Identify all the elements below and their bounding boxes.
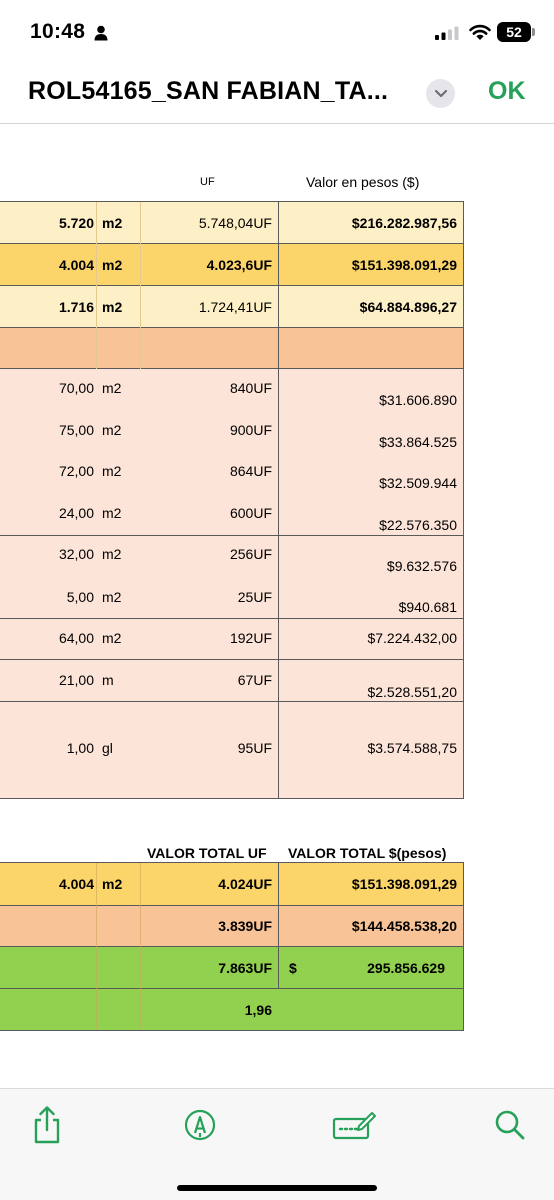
share-button[interactable] xyxy=(29,1107,65,1143)
unit-cell: m2 xyxy=(102,876,123,892)
markup-button[interactable] xyxy=(182,1107,218,1143)
wifi-icon xyxy=(469,23,491,41)
quantity-cell: 72,00 xyxy=(58,463,94,479)
grid-line xyxy=(0,201,464,202)
grid-line xyxy=(140,863,141,1030)
pesos-cell: $144.458.538,20 xyxy=(351,918,457,934)
cellular-signal-icon xyxy=(435,26,461,40)
ok-button[interactable]: OK xyxy=(488,77,526,105)
quantity-cell: 75,00 xyxy=(58,422,94,438)
pesos-cell: $31.606.890 xyxy=(379,392,457,408)
search-button[interactable] xyxy=(492,1107,528,1143)
table-row[interactable] xyxy=(0,422,464,462)
pesos-cell: $151.398.091,29 xyxy=(351,876,457,892)
unit-cell: m2 xyxy=(102,380,122,396)
person-icon xyxy=(94,25,108,41)
spreadsheet-view[interactable] xyxy=(0,124,554,1088)
grid-line xyxy=(0,701,464,702)
grid-line xyxy=(0,905,464,906)
unit-cell: m2 xyxy=(102,257,123,273)
totals-row[interactable] xyxy=(0,906,464,946)
pesos-cell: $22.576.350 xyxy=(379,517,457,533)
uf-cell: 5.748,04UF xyxy=(198,215,272,231)
grid-line xyxy=(278,202,279,369)
home-indicator[interactable] xyxy=(177,1185,377,1191)
uf-cell: 600UF xyxy=(229,505,272,521)
pesos-cell: $940.681 xyxy=(398,599,457,615)
unit-cell: m2 xyxy=(102,505,122,521)
header-uf: UF xyxy=(200,176,215,188)
quantity-cell: 64,00 xyxy=(58,630,94,646)
keyboard-edit-icon xyxy=(332,1110,376,1140)
document-title[interactable]: ROL54165_SAN FABIAN_TA... xyxy=(28,77,389,105)
search-icon xyxy=(494,1109,526,1141)
uf-cell: 67UF xyxy=(237,672,272,688)
grid-line xyxy=(0,618,464,619)
totals-row[interactable] xyxy=(0,989,464,1030)
totals-row[interactable] xyxy=(0,947,464,988)
grid-line xyxy=(0,988,464,989)
status-time: 10:48 xyxy=(30,20,86,43)
share-icon xyxy=(31,1106,63,1144)
title-menu-button[interactable] xyxy=(426,79,455,108)
uf-cell: 4.024UF xyxy=(218,876,272,892)
ratio-cell: 1,96 xyxy=(244,1002,272,1018)
grid-line xyxy=(463,863,464,1031)
table-row[interactable] xyxy=(0,244,464,285)
quantity-cell: 4.004 xyxy=(58,876,94,892)
unit-cell: m2 xyxy=(102,630,122,646)
grid-line xyxy=(278,369,279,799)
pesos-cell: $64.884.896,27 xyxy=(359,299,457,315)
table-row[interactable] xyxy=(0,672,464,712)
unit-cell: m xyxy=(102,672,114,688)
quantity-cell: 1,00 xyxy=(66,740,94,756)
currency-symbol: $ xyxy=(289,960,297,976)
quantity-cell: 4.004 xyxy=(58,257,94,273)
unit-cell: m2 xyxy=(102,463,122,479)
quantity-cell: 24,00 xyxy=(58,505,94,521)
uf-cell: 192UF xyxy=(229,630,272,646)
unit-cell: m2 xyxy=(102,215,123,231)
pesos-cell: $216.282.987,56 xyxy=(351,215,457,231)
grid-line xyxy=(0,798,464,799)
header-total-pesos: VALOR TOTAL $(pesos) xyxy=(288,845,447,861)
uf-cell: 4.023,6UF xyxy=(206,257,272,273)
table-row[interactable] xyxy=(0,630,464,670)
table-row[interactable] xyxy=(0,380,464,420)
document-title-bar xyxy=(0,64,554,124)
pesos-cell: $7.224.432,00 xyxy=(367,630,457,646)
pesos-cell: $9.632.576 xyxy=(386,558,457,574)
chevron-down-icon xyxy=(434,89,448,98)
uf-cell: 900UF xyxy=(229,422,272,438)
grid-line xyxy=(0,946,464,947)
pesos-cell: $32.509.944 xyxy=(379,475,457,491)
unit-cell: m2 xyxy=(102,299,123,315)
table-row[interactable] xyxy=(0,286,464,327)
uf-cell: 7.863UF xyxy=(218,960,272,976)
uf-cell: 25UF xyxy=(237,589,272,605)
grid-line xyxy=(0,285,464,286)
grid-line xyxy=(96,202,97,369)
pesos-cell: $33.864.525 xyxy=(379,434,457,450)
unit-cell: m2 xyxy=(102,546,122,562)
grid-line xyxy=(463,202,464,799)
section-separator-row xyxy=(0,328,464,369)
table-row[interactable] xyxy=(0,505,464,545)
grid-line xyxy=(96,863,97,1030)
battery-nub xyxy=(532,28,535,36)
table-row[interactable] xyxy=(0,589,464,629)
quantity-cell: 5.720 xyxy=(58,215,94,231)
grid-line xyxy=(0,327,464,328)
pesos-cell: 295.856.629 xyxy=(367,960,445,976)
grid-line xyxy=(0,368,464,369)
unit-cell: gl xyxy=(102,740,113,756)
grid-line xyxy=(140,202,141,369)
totals-row[interactable] xyxy=(0,863,464,905)
table-row[interactable] xyxy=(0,463,464,503)
grid-line xyxy=(0,243,464,244)
header-pesos: Valor en pesos ($) xyxy=(306,174,420,190)
quantity-cell: 70,00 xyxy=(58,380,94,396)
unit-cell: m2 xyxy=(102,589,122,605)
grid-line xyxy=(0,1030,464,1031)
unit-cell: m2 xyxy=(102,422,122,438)
pesos-cell: $3.574.588,75 xyxy=(367,740,457,756)
status-bar xyxy=(0,0,554,64)
uf-cell: 256UF xyxy=(229,546,272,562)
grid-line xyxy=(0,535,464,536)
keyboard-edit-button[interactable] xyxy=(332,1107,376,1143)
header-total-uf: VALOR TOTAL UF xyxy=(147,845,267,861)
quantity-cell: 21,00 xyxy=(58,672,94,688)
uf-cell: 840UF xyxy=(229,380,272,396)
table-row[interactable] xyxy=(0,202,464,243)
battery-indicator: 52 xyxy=(497,22,531,42)
uf-cell: 1.724,41UF xyxy=(198,299,272,315)
markup-pen-icon xyxy=(184,1109,216,1141)
pesos-cell: $151.398.091,29 xyxy=(351,257,457,273)
uf-cell: 95UF xyxy=(237,740,272,756)
quantity-cell: 1.716 xyxy=(58,299,94,315)
grid-line xyxy=(278,863,279,989)
uf-cell: 3.839UF xyxy=(218,918,272,934)
pesos-cell: $2.528.551,20 xyxy=(367,684,457,700)
quantity-cell: 5,00 xyxy=(66,589,94,605)
table-row[interactable] xyxy=(0,740,464,780)
grid-line xyxy=(0,659,464,660)
uf-cell: 864UF xyxy=(229,463,272,479)
grid-line xyxy=(0,862,464,863)
table-row[interactable] xyxy=(0,546,464,586)
bottom-toolbar xyxy=(0,1088,554,1200)
quantity-cell: 32,00 xyxy=(58,546,94,562)
